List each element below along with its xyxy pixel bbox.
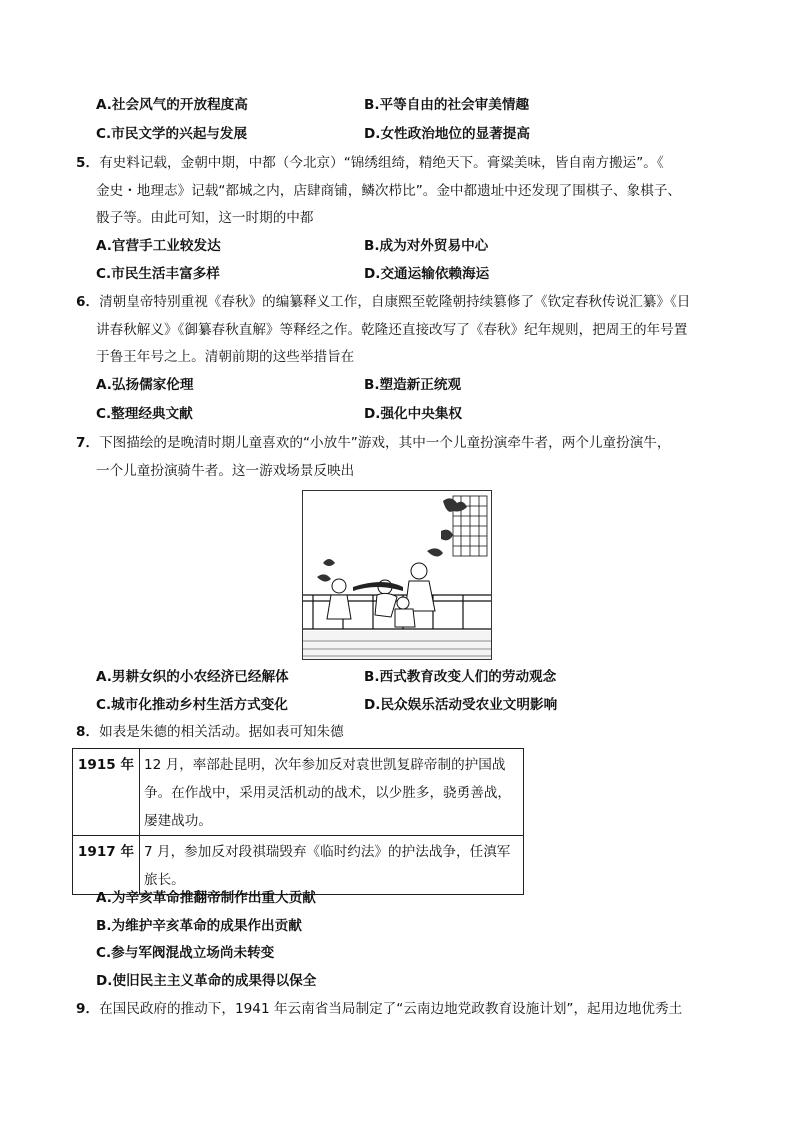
zhude-activities-table bbox=[72, 748, 524, 895]
question-9-number: 9． bbox=[76, 1001, 100, 1017]
q7-option-d: D.民众娱乐活动受农业文明影响 bbox=[364, 697, 558, 713]
question-6-number: 6． bbox=[76, 294, 100, 310]
question-5-line-1: 有史料记载，金朝中期，中都（今北京）“锦绣组绮，精绝天下。膏粱美味，皆自南方搬运”。《 bbox=[99, 155, 664, 171]
table-line: 旅长。 bbox=[144, 872, 185, 888]
q4-option-c: C.市民文学的兴起与发展 bbox=[96, 126, 248, 142]
question-5-number: 5． bbox=[76, 155, 100, 171]
table-row bbox=[73, 836, 524, 895]
question-5-line-2: 金史・地理志》记载“都城之内，店肆商铺，鳞次栉比”。金中都遗址中还发现了围棋子、象棋子、 bbox=[96, 183, 682, 199]
q6-option-b: B.塑造新正统观 bbox=[364, 377, 462, 393]
q7-option-b: B.西式教育改变人们的劳动观念 bbox=[364, 669, 557, 685]
q7-option-a: A.男耕女织的小农经济已经解体 bbox=[96, 669, 289, 685]
table-content-cell bbox=[140, 749, 524, 836]
table-row bbox=[73, 749, 524, 836]
q4-option-d: D.女性政治地位的显著提高 bbox=[364, 126, 530, 142]
q5-option-c: C.市民生活丰富多样 bbox=[96, 266, 220, 282]
q8-option-a: A.为辛亥革命推翻帝制作出重大贡献 bbox=[96, 890, 316, 906]
question-7-number: 7． bbox=[76, 435, 100, 451]
q5-option-d: D.交通运输依赖海运 bbox=[364, 266, 490, 282]
question-7-line-2: 一个儿童扮演骑牛者。这一游戏场景反映出 bbox=[96, 463, 355, 479]
table-content-cell bbox=[140, 836, 524, 895]
question-7 bbox=[76, 433, 671, 453]
q5-option-b: B.成为对外贸易中心 bbox=[364, 238, 489, 254]
q8-option-c: C.参与军阀混战立场尚未转变 bbox=[96, 945, 275, 961]
q4-option-b: B.平等自由的社会审美情趣 bbox=[364, 97, 530, 113]
q6-option-a: A.弘扬儒家伦理 bbox=[96, 377, 194, 393]
q5-option-a: A.官营手工业较发达 bbox=[96, 238, 221, 254]
children-playing-illustration bbox=[302, 490, 492, 660]
table-line: 屡建战功。 bbox=[144, 813, 212, 829]
question-9-line-1: 在国民政府的推动下，1941 年云南省当局制定了“云南边地党政教育设施计划”，起用边地优秀土 bbox=[99, 1001, 683, 1017]
question-6-line-1: 清朝皇帝特别重视《春秋》的编纂释义工作，自康熙至乾隆朝持续篡修了《钦定春秋传说汇纂》《日 bbox=[99, 294, 691, 310]
table-line: 12 月，率部赴昆明，次年参加反对袁世凯复辟帝制的护国战 bbox=[144, 757, 506, 773]
question-5-line-3: 骰子等。由此可知，这一时期的中都 bbox=[96, 210, 314, 226]
question-5 bbox=[76, 153, 664, 173]
q6-option-d: D.强化中央集权 bbox=[364, 406, 463, 422]
question-8-number: 8． bbox=[76, 724, 100, 740]
q7-option-c: C.城市化推动乡村生活方式变化 bbox=[96, 697, 288, 713]
question-8 bbox=[76, 722, 344, 742]
table-year-cell: 1915 年 bbox=[73, 749, 140, 836]
question-6 bbox=[76, 292, 690, 312]
q4-option-a: A.社会风气的开放程度高 bbox=[96, 97, 248, 113]
q6-option-c: C.整理经典文献 bbox=[96, 406, 193, 422]
table-line: 7 月，参加反对段祺瑞毁弃《临时约法》的护法战争，任滇军 bbox=[144, 844, 511, 860]
q8-option-b: B.为维护辛亥革命的成果作出贡献 bbox=[96, 918, 302, 934]
question-7-line-1: 下图描绘的是晚清时期儿童喜欢的“小放牛”游戏，其中一个儿童扮演牵牛者，两个儿童扮演牛， bbox=[99, 435, 671, 451]
question-9 bbox=[76, 999, 682, 1019]
table-line: 争。在作战中，采用灵活机动的战术，以少胜多，骁勇善战， bbox=[144, 785, 512, 801]
question-6-line-2: 讲春秋解义》《御纂春秋直解》等释经之作。乾隆还直接改写了《春秋》纪年规则，把周王的年号置 bbox=[96, 322, 688, 338]
question-6-line-3: 于鲁王年号之上。清朝前期的这些举措旨在 bbox=[96, 349, 355, 365]
q8-option-d: D.使旧民主主义革命的成果得以保全 bbox=[96, 973, 317, 989]
table-year-cell: 1917 年 bbox=[73, 836, 140, 895]
question-8-line-1: 如表是朱德的相关活动。据如表可知朱德 bbox=[99, 724, 344, 740]
